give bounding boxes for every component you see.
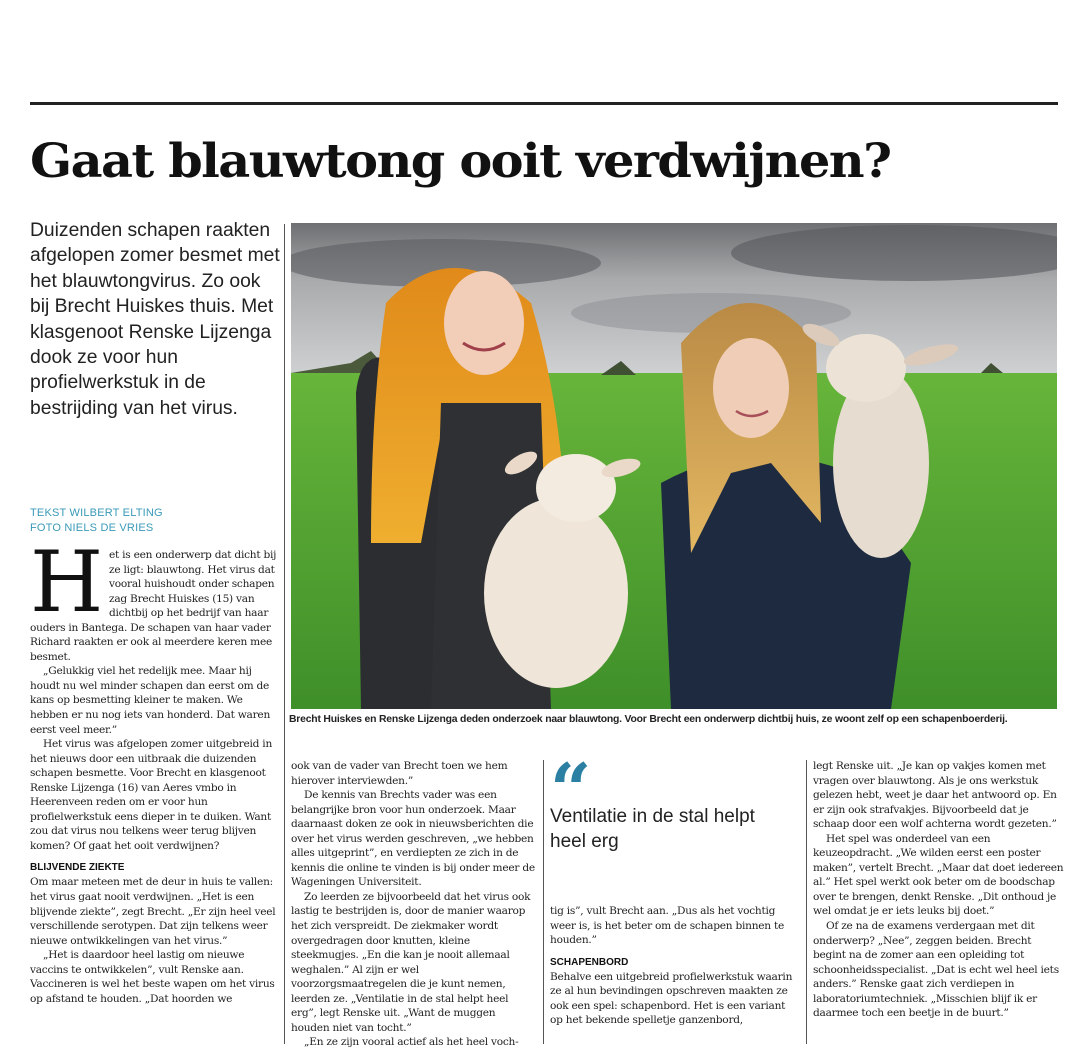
column-1 (30, 533, 278, 1006)
photo-illustration (291, 223, 1057, 709)
girl-1-face (444, 271, 524, 375)
headline: Gaat blauwtong ooit verdwijnen? (30, 134, 891, 189)
text-credit: TEKST WILBERT ELTING (30, 507, 163, 519)
paragraph: ook van de vader van Brecht toen we hem hierover interviewden.” (291, 760, 508, 787)
paragraph: „Het is daardoor heel lastig om nieuwe vaccins te ontwikkelen”, vult Renske aan. Vaccineren is wel het beste wapen om het virus op afstand te houden. „Dat hoorden we (30, 949, 275, 1005)
paragraph: tig is”, vult Brecht aan. „Dus als het vochtig weer is, is het beter om de schapen binnen te houden.” (550, 905, 785, 947)
intro-lead: Duizenden schapen raakten afgelopen zomer besmet met het blauwtongvirus. Zo ook bij Brecht Huiskes thuis. Met klasgenoot Renske Lijzenga dook ze voor hun profielwerkstuk in de bestrijding van het virus. (30, 220, 280, 419)
column-divider (543, 760, 544, 1044)
paragraph: Zo leerden ze bijvoorbeeld dat het virus ook lastig te bestrijden is, door de manier waarop het zich verspreidt. De ziekmaker wordt overgedragen door knutten, kleine steekmugjes. „En die kan je nooit allemaal weghalen.” Al zijn er wel voorzorgsmaatregelen die je kunt nemen, leerden ze. „Ventilatie in de stal helpt heel erg”, legt Renske uit. „Want de muggen houden niet van tocht.” (291, 890, 531, 1034)
pull-quote (550, 747, 790, 854)
paragraph: „En ze zijn vooral actief als het heel voch- (304, 1036, 519, 1049)
paragraph: Of ze na de examens verdergaan met dit onderwerp? „Nee”, zeggen beiden. Brecht begint na de zomer aan een opleiding tot schoonheidsspecialist. „Dat is echt wel heel iets anders.” Renske gaat zich verdiepen in laboratoriumtechniek. „Misschien blijf ik er daarmee toch een beetje in de buurt.” (813, 920, 1059, 1020)
paragraph: Het virus was afgelopen zomer uitgebreid in het nieuws door een uitbraak die duizenden schapen besmette. Voor Brecht en klasgenoot Renske Lijzenga (16) van Aeres vmbo in Heerenveen reden om er voor hun profielwerkstuk eens dieper in te duiken. Want zou dat virus nou telkens weer terug blijven komen? Of gaat het ooit verdwijnen? (30, 738, 273, 852)
subheading: BLIJVENDE ZIEKTE (30, 862, 125, 874)
article-photo (291, 223, 1057, 709)
column-divider (806, 760, 807, 1044)
photo-credit: FOTO NIELS DE VRIES (30, 521, 154, 534)
lamb-1 (484, 498, 628, 688)
photo-caption: Brecht Huiskes en Renske Lijzenga deden onderzoek naar blauwtong. Voor Brecht een onderwerp dichtbij huis, ze woont zelf op een schapenboerderij. (289, 714, 1008, 725)
paragraph: Behalve een uitgebreid profielwerkstuk waarin ze al hun bevindingen opschreven maakten ze ook een spel: schapenbord. Het is een variant op het bekende spelletje ganzenbord, (550, 970, 793, 1027)
paragraph: Om maar meteen met de deur in huis te vallen: het virus gaat nooit verdwijnen. „Het is een blijvende ziekte”, zegt Brecht. „Er zijn heel veel verschillende serotypen. Dat zijn telkens weer nieuwe ontwikkelingen van het virus.” (30, 876, 276, 947)
paragraph: legt Renske uit. „Je kan op vakjes komen met vragen over blauwtong. Als je ons werkstuk gelezen hebt, weet je daar het antwoord op. En er zijn ook strafvakjes. Bijvoorbeeld dat je schaap door een wolf achterna wordt gezeten.” (813, 760, 1057, 831)
paragraph: „Gelukkig viel het redelijk mee. Maar hij houdt nu wel minder schapen dan eerst om de kans op besmetting kleiner te maken. We hebben er nu nog iets van honderd. Dat waren eerst veel meer.” (30, 665, 271, 736)
quote-icon: “ (550, 747, 592, 832)
paragraph: Het spel was onderdeel van een keuzeopdracht. „We wilden eerst een poster maken”, vertelt Brecht. „Maar dat doet iedereen al.” Het spel werkt ook beter om de boodschap over te brengen, denkt Renske. „Dit onthoud je wel omdat je er iets leuks bij doet.” (813, 832, 1064, 918)
column-4 (813, 759, 1065, 1021)
dropcap: H (30, 533, 104, 631)
paragraph: De kennis van Brechts vader was een belangrijke bron voor hun onderzoek. Maar daarnaast doken ze ook in nieuwsberichten die over het virus werden geschreven, „we hebben alles uitgeprint”, en verdiepten ze zich in de kennis die online te vinden is bij onder meer de Wageningen Universiteit. (291, 789, 535, 889)
column-2 (291, 759, 536, 1050)
subheading: SCHAPENBORD (550, 956, 629, 968)
column-3 (550, 904, 796, 1028)
girl-2-face (713, 338, 789, 438)
column-divider (284, 224, 285, 1044)
top-rule (30, 102, 1058, 105)
byline (30, 506, 280, 535)
paragraph: et is een onderwerp dat dicht bij ze ligt: blauwtong. Het virus dat vooral huishoudt onder schapen zag Brecht Huiskes (15) van dichtbij op het bedrijf van haar ouders in Bantega. De schapen van haar vader Richard raakten er ook al meerdere keren mee besmet. (30, 549, 277, 663)
pull-quote-text: Ventilatie in de stal helpt heel erg (550, 806, 755, 852)
